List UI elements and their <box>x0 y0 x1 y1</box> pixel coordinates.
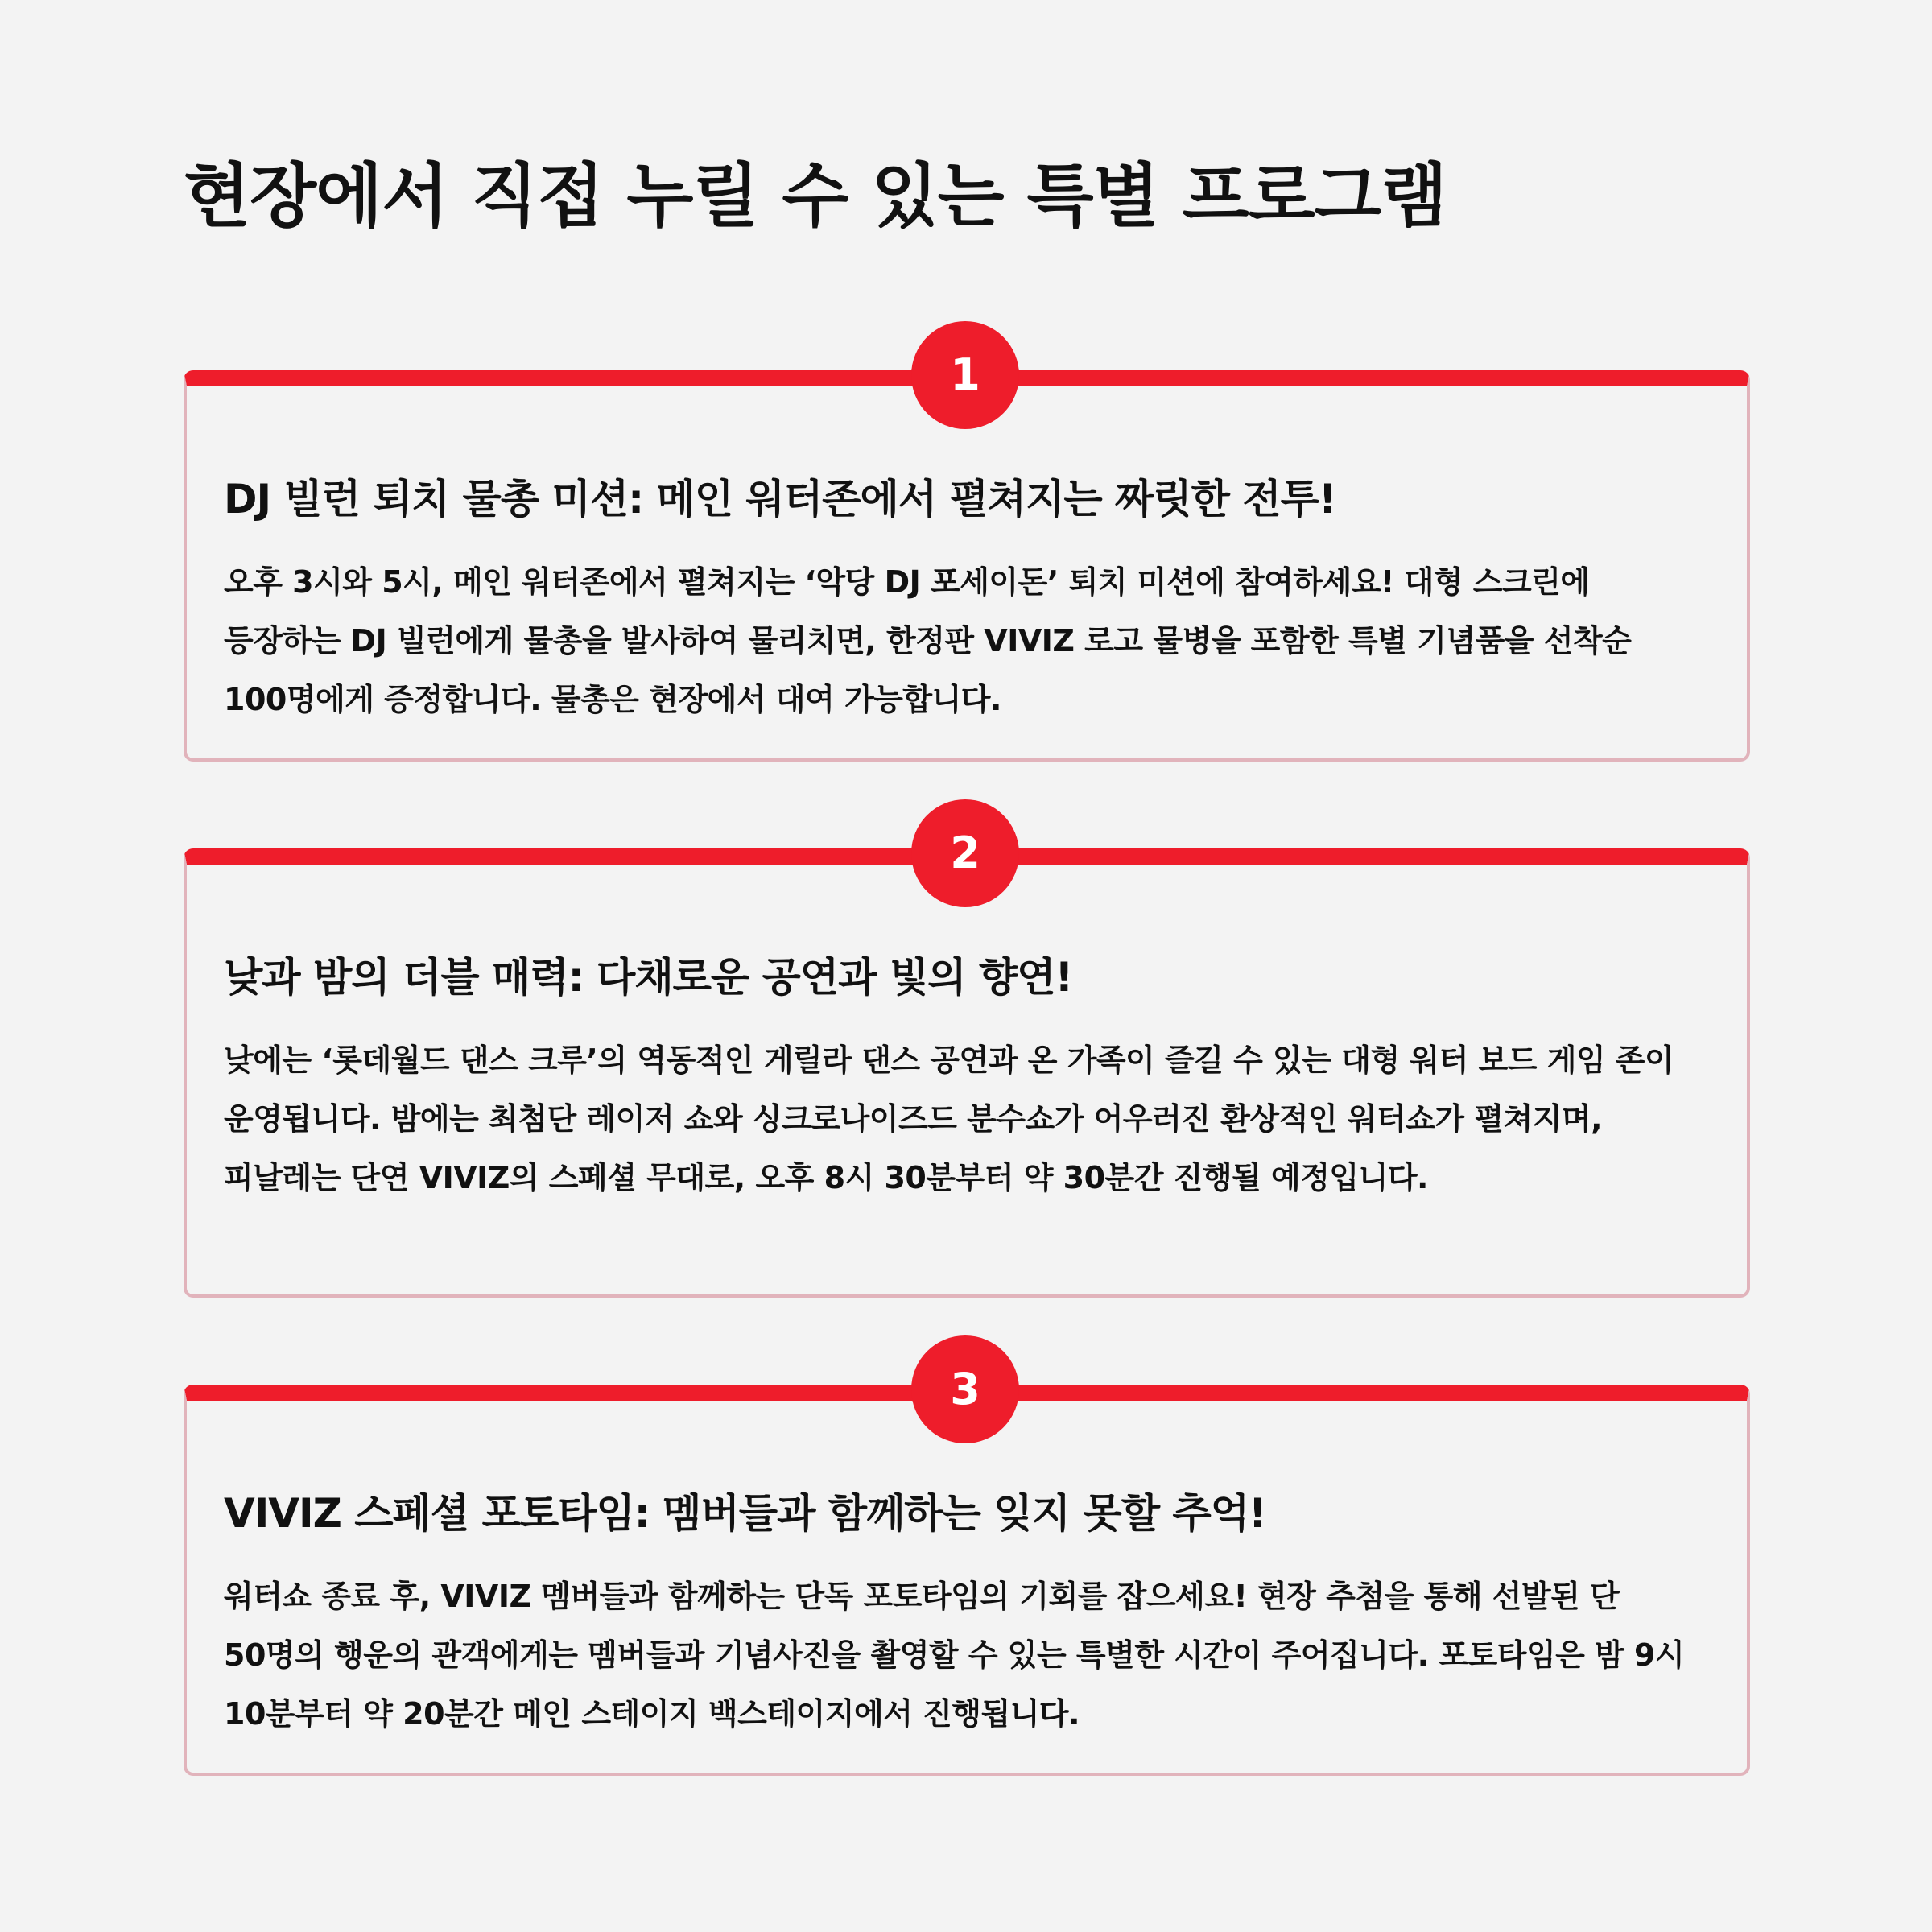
program-description-1: 오후 3시와 5시, 메인 워터존에서 펼쳐지는 ‘악당 DJ 포세이돈’ 퇴치 미션에 참여하세요! 대형 스크린에 등장하는 DJ 빌런에게 물총을 발사하여 물리치면, 한정판 VIVIZ 로고 물병을 포함한 특별 기념품을 선착순 100명에게 증정합니다. 물총은 현장에서 대여 가능합니다. <box>224 564 1632 717</box>
program-description-2: 낮에는 ‘롯데월드 댄스 크루’의 역동적인 게릴라 댄스 공연과 온 가족이 즐길 수 있는 대형 워터 보드 게임 존이 운영됩니다. 밤에는 최첨단 레이저 쇼와 싱크로나이즈드 분수쇼가 어우러진 환상적인 워터쇼가 펼쳐지며, 피날레는 단연 VIVIZ의 스페셜 무대로, 오후 8시 30분부터 약 30분간 진행될 예정입니다. <box>224 1042 1674 1195</box>
program-number-badge-1: 1 <box>911 321 1019 429</box>
program-title-2: 낮과 밤의 더블 매력: 다채로운 공연과 빛의 향연! <box>224 954 1073 1001</box>
program-number-badge-2: 2 <box>911 799 1019 907</box>
program-title-3: VIVIZ 스페셜 포토타임: 멤버들과 함께하는 잊지 못할 추억! <box>224 1490 1266 1537</box>
program-number-badge-3: 3 <box>911 1335 1019 1443</box>
program-title-1: DJ 빌런 퇴치 물총 미션: 메인 워터존에서 펼쳐지는 짜릿한 전투! <box>224 476 1336 522</box>
program-card-2 <box>184 848 1750 1298</box>
program-description-3: 워터쇼 종료 후, VIVIZ 멤버들과 함께하는 단독 포토타임의 기회를 잡으세요! 현장 추첨을 통해 선발된 단 50명의 행운의 관객에게는 멤버들과 기념사진을 촬영할 수 있는 특별한 시간이 주어집니다. 포토타임은 밤 9시 10분부터 약 20분간 메인 스테이지 백스테이지에서 진행됩니다. <box>224 1579 1685 1732</box>
page-title: 현장에서 직접 누릴 수 있는 특별 프로그램 <box>184 156 1447 237</box>
